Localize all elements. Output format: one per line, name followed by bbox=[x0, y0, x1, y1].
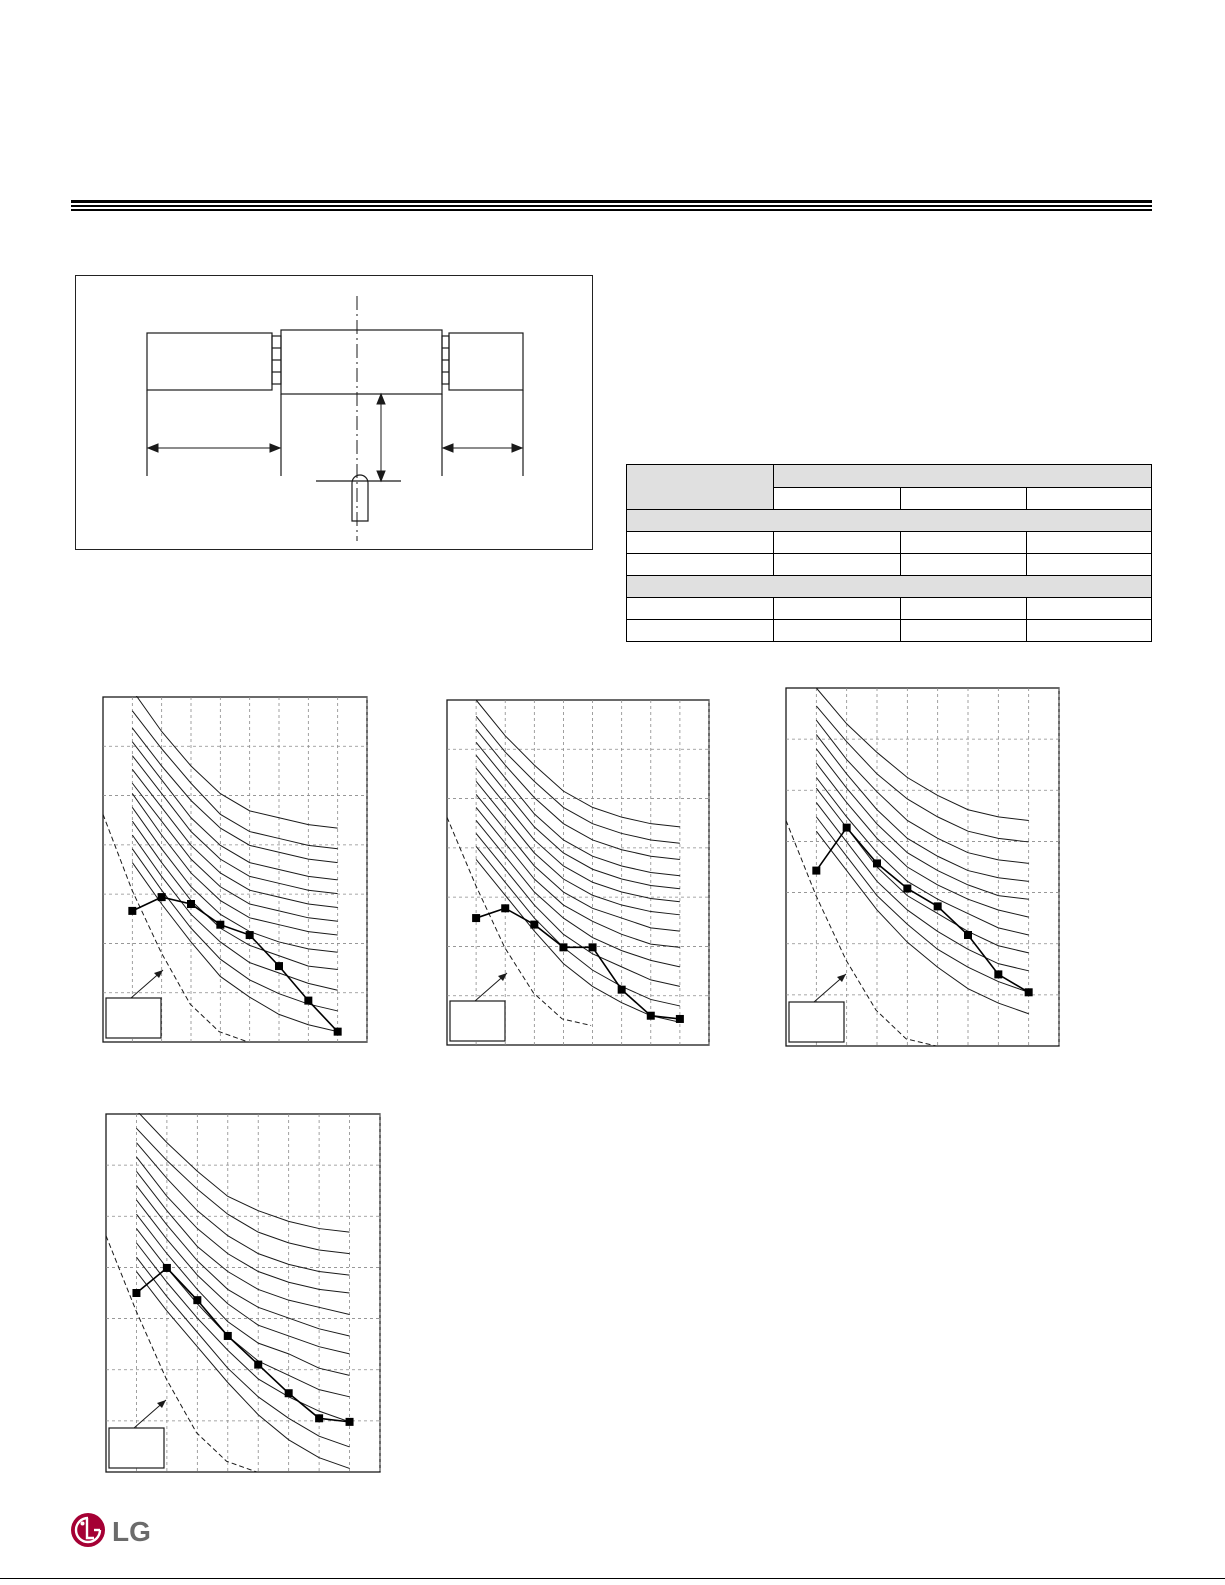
callout-box bbox=[106, 998, 161, 1038]
measured-point bbox=[346, 1418, 354, 1426]
measured-point bbox=[254, 1361, 262, 1369]
callout-box bbox=[109, 1428, 164, 1468]
measured-point bbox=[187, 900, 195, 908]
measured-point bbox=[132, 1289, 140, 1297]
table-corner-header bbox=[626, 464, 774, 510]
measured-point bbox=[501, 904, 509, 912]
lg-logo-mark bbox=[70, 1510, 160, 1550]
table-subheader-cell bbox=[773, 487, 901, 510]
header-rule-thin bbox=[71, 209, 1152, 211]
unit-dimension-diagram bbox=[75, 275, 593, 550]
measured-point bbox=[193, 1296, 201, 1304]
header-rule-thick bbox=[71, 200, 1152, 203]
chart-frame bbox=[103, 697, 367, 1042]
table-section-row bbox=[626, 509, 1152, 532]
measured-point bbox=[315, 1414, 323, 1422]
table-section-row bbox=[626, 575, 1152, 598]
lg-logo bbox=[70, 1510, 160, 1550]
table-cell bbox=[900, 531, 1027, 554]
measured-point bbox=[843, 824, 851, 832]
unit-dimension-drawing bbox=[76, 276, 594, 551]
measured-point bbox=[1025, 988, 1033, 996]
measured-point bbox=[285, 1389, 293, 1397]
table-group-header bbox=[773, 464, 1152, 488]
table-cell bbox=[773, 619, 901, 642]
measured-point bbox=[994, 970, 1002, 978]
measured-point bbox=[128, 907, 136, 915]
table-cell bbox=[1026, 619, 1152, 642]
table-cell bbox=[773, 531, 901, 554]
table-cell bbox=[626, 531, 774, 554]
table-cell bbox=[1026, 531, 1152, 554]
footer-rule bbox=[0, 1578, 1225, 1579]
left-module-outline bbox=[147, 333, 272, 390]
chart-frame bbox=[786, 688, 1059, 1046]
table-cell bbox=[626, 597, 774, 620]
measured-point bbox=[304, 997, 312, 1005]
table-cell bbox=[773, 553, 901, 576]
table-cell bbox=[1026, 597, 1152, 620]
table-subheader-cell bbox=[900, 487, 1027, 510]
performance-chart-1 bbox=[102, 696, 368, 1043]
table-cell bbox=[773, 597, 901, 620]
spec-table bbox=[626, 464, 1152, 642]
measured-point bbox=[647, 1012, 655, 1020]
right-module-outline bbox=[449, 333, 523, 390]
header-rule-mid bbox=[71, 205, 1152, 207]
table-cell bbox=[626, 553, 774, 576]
measured-point bbox=[334, 1028, 342, 1036]
measured-point bbox=[246, 931, 254, 939]
measured-point bbox=[158, 893, 166, 901]
performance-chart-1-plot bbox=[102, 696, 368, 1043]
measured-point bbox=[216, 921, 224, 929]
center-module-outline bbox=[281, 330, 442, 394]
table-cell bbox=[900, 597, 1027, 620]
measured-point bbox=[472, 914, 480, 922]
measured-point bbox=[903, 884, 911, 892]
callout-box bbox=[789, 1002, 844, 1042]
table-subheader-cell bbox=[1026, 487, 1152, 510]
performance-chart-4 bbox=[105, 1113, 381, 1473]
performance-chart-3-plot bbox=[785, 687, 1060, 1047]
measured-point bbox=[589, 943, 597, 951]
measured-point bbox=[275, 962, 283, 970]
callout-box bbox=[450, 1001, 505, 1041]
performance-chart-2 bbox=[446, 699, 710, 1046]
table-cell bbox=[1026, 553, 1152, 576]
performance-chart-2-plot bbox=[446, 699, 710, 1046]
table-cell bbox=[900, 553, 1027, 576]
table-cell bbox=[626, 619, 774, 642]
performance-chart-3 bbox=[785, 687, 1060, 1047]
measured-point bbox=[934, 902, 942, 910]
measured-point bbox=[163, 1264, 171, 1272]
lg-logo-text: LG bbox=[112, 1516, 151, 1547]
measured-point bbox=[224, 1332, 232, 1340]
measured-point bbox=[530, 921, 538, 929]
measured-point bbox=[559, 943, 567, 951]
measured-point bbox=[618, 986, 626, 994]
measured-point bbox=[873, 859, 881, 867]
measured-point bbox=[812, 867, 820, 875]
measured-point bbox=[964, 931, 972, 939]
performance-chart-4-plot bbox=[105, 1113, 381, 1473]
measured-point bbox=[676, 1015, 684, 1023]
table-cell bbox=[900, 619, 1027, 642]
